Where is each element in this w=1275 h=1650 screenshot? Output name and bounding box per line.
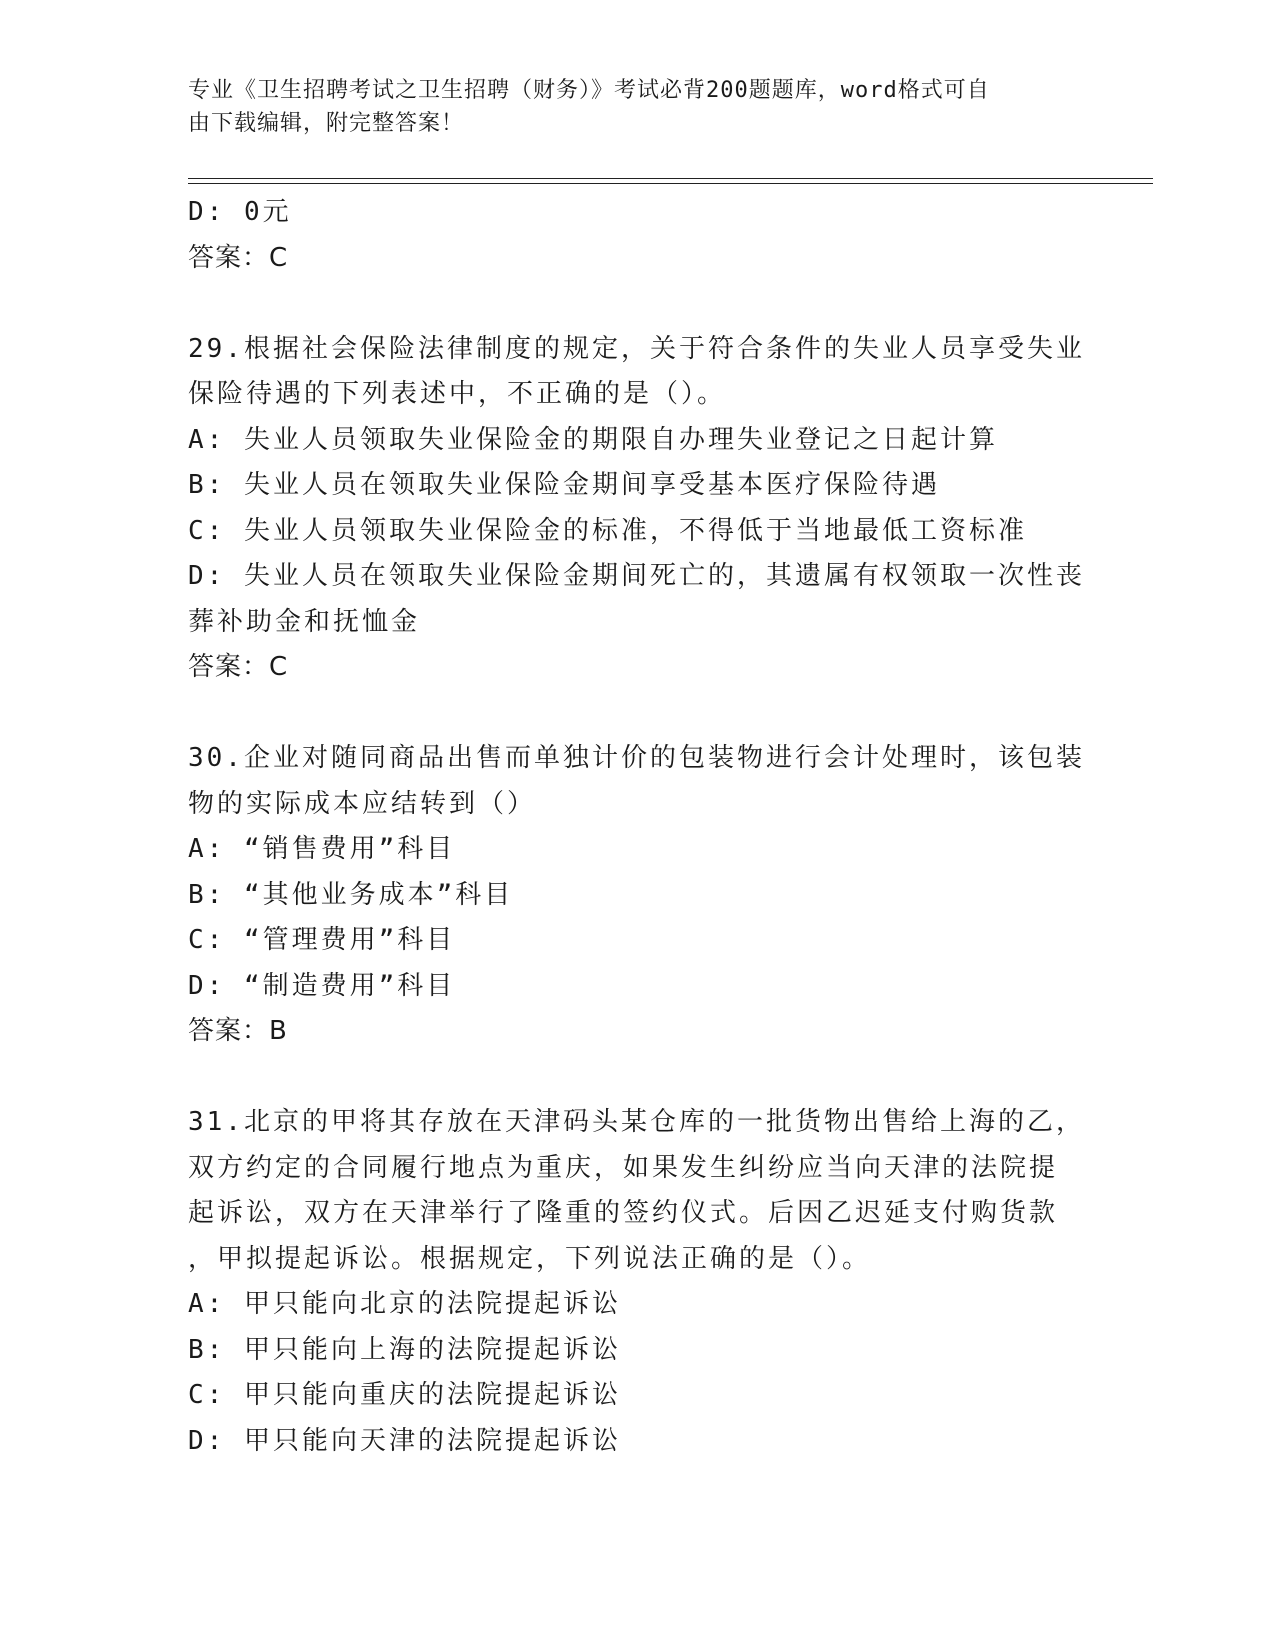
question-29 — [188, 327, 1085, 691]
option-d: D: 0元 — [188, 197, 292, 227]
option-b: B: 失业人员在领取失业保险金期间享受基本医疗保险待遇 — [188, 470, 940, 500]
option-c: C: 甲只能向重庆的法院提起诉讼 — [188, 1380, 621, 1410]
previous-question-tail — [188, 190, 1073, 281]
question-31 — [188, 1100, 1085, 1464]
option-a: A: 甲只能向北京的法院提起诉讼 — [188, 1289, 621, 1319]
answer: 答案：C — [188, 242, 289, 273]
answer: 答案：C — [188, 652, 289, 682]
option-d: D: “制造费用”科目 — [188, 970, 456, 1001]
question-stem-line: ，甲拟提起诉讼。根据规定，下列说法正确的是（）。 — [188, 1243, 872, 1274]
question-stem-line: 起诉讼，双方在天津举行了隆重的签约仪式。后因乙迟延支付购货款 — [188, 1198, 1059, 1228]
option-b: B: 甲只能向上海的法院提起诉讼 — [188, 1334, 621, 1365]
option-d-continued: 葬补助金和抚恤金 — [188, 606, 421, 637]
question-stem-line: 保险待遇的下列表述中，不正确的是（）。 — [188, 379, 727, 409]
spacer — [188, 281, 1073, 327]
option-d: D: 失业人员在领取失业保险金期间死亡的，其遗属有权领取一次性丧 — [188, 561, 1085, 591]
header-divider-bottom — [188, 183, 1153, 184]
header-line-2: 由下载编辑，附完整答案！ — [188, 111, 465, 136]
option-d: D: 甲只能向天津的法院提起诉讼 — [188, 1425, 621, 1456]
document-header — [188, 74, 1068, 140]
option-a: A: “销售费用”科目 — [188, 834, 456, 864]
question-stem-line: 双方约定的合同履行地点为重庆，如果发生纠纷应当向天津的法院提 — [188, 1152, 1059, 1183]
option-c: C: 失业人员领取失业保险金的标准，不得低于当地最低工资标准 — [188, 515, 1027, 546]
option-c: C: “管理费用”科目 — [188, 925, 456, 955]
question-30 — [188, 736, 1085, 1055]
spacer — [188, 1055, 1073, 1101]
answer: 答案：B — [188, 1016, 288, 1046]
question-content — [188, 190, 1085, 1464]
question-stem-line: 30.企业对随同商品出售而单独计价的包装物进行会计处理时，该包装 — [188, 743, 1085, 773]
question-stem-line: 29.根据社会保险法律制度的规定，关于符合条件的失业人员享受失业 — [188, 333, 1085, 364]
question-stem-line: 31.北京的甲将其存放在天津码头某仓库的一批货物出售给上海的乙， — [188, 1107, 1085, 1137]
question-stem-line: 物的实际成本应结转到（） — [188, 788, 537, 819]
spacer — [188, 691, 1073, 737]
option-a: A: 失业人员领取失业保险金的期限自办理失业登记之日起计算 — [188, 424, 998, 455]
header-divider-top — [188, 178, 1153, 179]
option-b: B: “其他业务成本”科目 — [188, 879, 514, 910]
header-line-1: 专业《卫生招聘考试之卫生招聘（财务）》考试必背200题题库，word格式可自 — [188, 78, 990, 103]
